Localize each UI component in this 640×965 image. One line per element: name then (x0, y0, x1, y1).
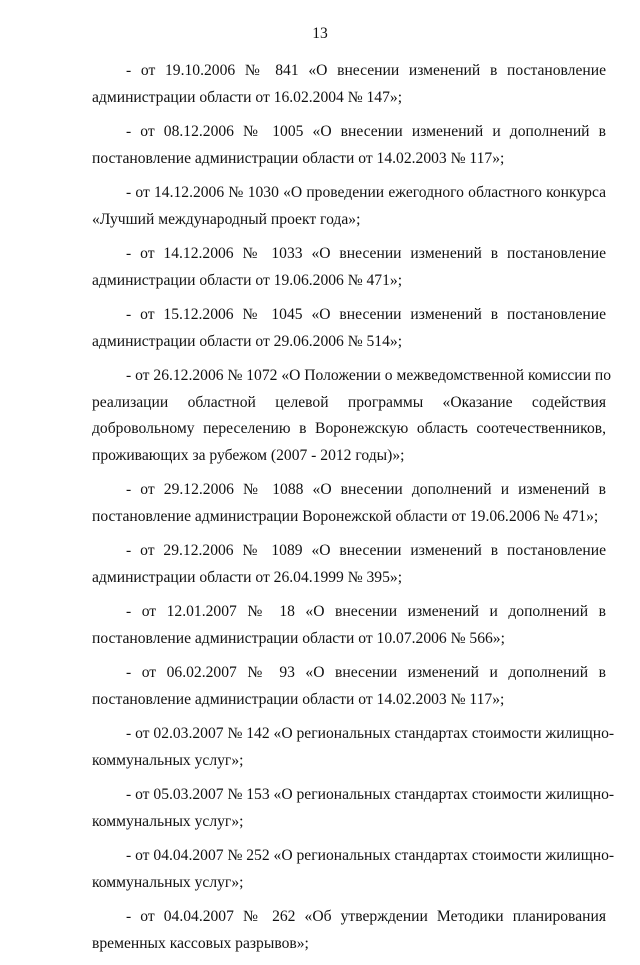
list-item (92, 58, 606, 111)
text-line: - от 05.03.2007 № 153 «О региональных стандартах стоимости жилищно- (126, 786, 615, 803)
text-line: временных кассовых разрывов»; (92, 934, 309, 952)
list-item (92, 538, 606, 591)
text-line: постановление администрации области от 14.02.2003 № 117»; (92, 149, 505, 167)
list-item (92, 241, 606, 294)
list-item (92, 660, 606, 713)
resolution-list (92, 58, 615, 965)
list-item (92, 477, 606, 530)
text-line: «Лучший международный проект года»; (92, 210, 361, 228)
text-line: - от 15.12.2006 № 1045 «О внесении изменений в постановление (126, 306, 606, 323)
text-line: постановление администрации области от 10.07.2006 № 566»; (92, 629, 505, 647)
list-item (92, 599, 606, 652)
text-line: администрации области от 19.06.2006 № 471»; (92, 271, 403, 289)
text-line: проживающих за рубежом (2007 - 2012 годы)»; (92, 446, 405, 464)
page-number: 13 (312, 25, 328, 42)
text-line: постановление администрации области от 14.02.2003 № 117»; (92, 690, 505, 708)
text-line: администрации области от 29.06.2006 № 514»; (92, 332, 403, 350)
list-item (92, 363, 612, 469)
text-line: администрации области от 16.02.2004 № 147»; (92, 88, 403, 106)
text-line: - от 04.04.2007 № 262 «Об утверждении Методики планирования (126, 908, 606, 925)
text-line: - от 02.03.2007 № 142 «О региональных стандартах стоимости жилищно- (126, 725, 615, 742)
text-line: - от 29.12.2006 № 1089 «О внесении изменений в постановление (126, 542, 606, 559)
list-item (92, 904, 606, 957)
text-line: реализации областной целевой программы «Оказание содействия (92, 393, 606, 411)
text-line: - от 04.04.2007 № 252 «О региональных стандартах стоимости жилищно- (126, 847, 615, 864)
text-line: коммунальных услуг»; (92, 751, 244, 769)
text-line: - от 14.12.2006 № 1033 «О внесении изменений в постановление (126, 245, 606, 262)
list-item (92, 782, 615, 835)
list-item (92, 302, 606, 355)
text-line: - от 08.12.2006 № 1005 «О внесении изменений и дополнений в (126, 123, 606, 140)
text-line: - от 14.12.2006 № 1030 «О проведении ежегодного областного конкурса (126, 184, 606, 201)
text-line: добровольному переселению в Воронежскую область соотечественников, (92, 420, 606, 437)
text-line: - от 19.10.2006 № 841 «О внесении изменений в постановление (126, 62, 606, 79)
text-line: коммунальных услуг»; (92, 873, 244, 891)
text-line: - от 12.01.2007 № 18 «О внесении изменений и дополнений в (126, 603, 606, 620)
text-line: - от 29.12.2006 № 1088 «О внесении дополнений и изменений в (126, 481, 606, 498)
text-line: коммунальных услуг»; (92, 812, 244, 830)
text-line: - от 06.02.2007 № 93 «О внесении изменений и дополнений в (126, 664, 606, 681)
list-item (92, 843, 615, 896)
list-item (92, 180, 606, 233)
list-item (92, 119, 606, 172)
list-item (92, 721, 615, 774)
text-line: администрации области от 26.04.1999 № 395»; (92, 568, 403, 586)
text-line: - от 26.12.2006 № 1072 «О Положении о межведомственной комиссии по (126, 367, 612, 384)
text-line: постановление администрации Воронежской области от 19.06.2006 № 471»; (92, 507, 599, 525)
